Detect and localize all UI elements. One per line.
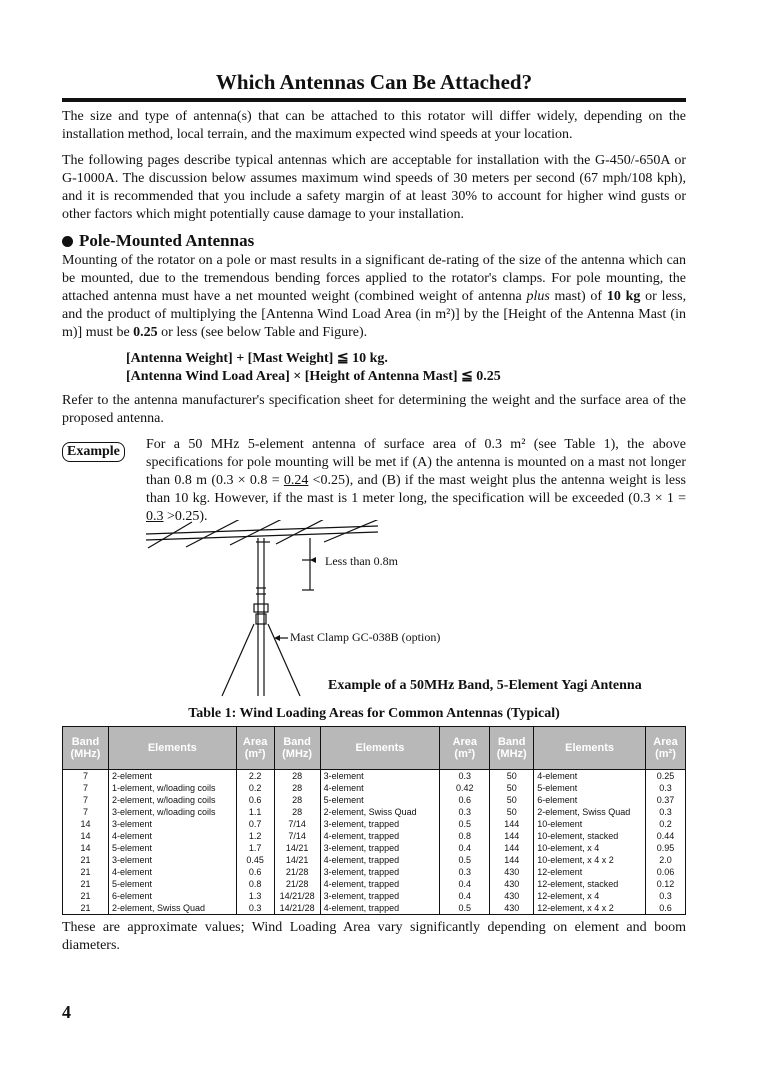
table-cell: 2.2 xyxy=(236,770,274,783)
section-title: Pole-Mounted Antennas xyxy=(79,231,255,250)
table-cell: 21 xyxy=(63,854,109,866)
table-cell: 0.42 xyxy=(440,782,490,794)
table-row xyxy=(63,830,686,842)
table-header-cell: Band (MHz) xyxy=(274,727,320,770)
table-row xyxy=(63,818,686,830)
table-cell: 3-element, trapped xyxy=(320,818,440,830)
table-cell: 14/21 xyxy=(274,854,320,866)
table-cell: 0.5 xyxy=(440,902,490,915)
yagi-antenna-diagram xyxy=(62,520,686,700)
table-cell: 3-element xyxy=(108,818,236,830)
table-cell: 10-element xyxy=(534,818,646,830)
table-header-cell: Elements xyxy=(108,727,236,770)
table-cell: 0.06 xyxy=(645,866,685,878)
table-caption: Table 1: Wind Loading Areas for Common Antennas (Typical) xyxy=(188,706,560,721)
table-cell: 21 xyxy=(63,890,109,902)
refer-paragraph: Refer to the antenna manufacturer's specification sheet for determining the weight and the surface area of the proposed antenna. xyxy=(62,393,686,426)
pole-text-a: Mounting of the rotator on a pole or mast results in a significant de-rating of the size of the antenna which can be mounted, due to the tremendous bending forces applied to the rotator's clamps. For pole mounting, the attached antenna must have a net mounted weight (combined weight of antenna xyxy=(62,253,686,304)
pole-10kg: 10 kg xyxy=(606,289,641,304)
table-cell: 1.7 xyxy=(236,842,274,854)
table-cell: 12-element, x 4 xyxy=(534,890,646,902)
table-cell: 0.6 xyxy=(645,902,685,915)
table-cell: 0.95 xyxy=(645,842,685,854)
wind-load-table xyxy=(62,726,686,915)
table-cell: 50 xyxy=(490,770,534,783)
table-cell: 0.3 xyxy=(236,902,274,915)
table-cell: 50 xyxy=(490,782,534,794)
table-row xyxy=(63,794,686,806)
table-cell: 0.5 xyxy=(440,818,490,830)
table-cell: 12-element, stacked xyxy=(534,878,646,890)
table-cell: 50 xyxy=(490,806,534,818)
table-cell: 144 xyxy=(490,830,534,842)
table-cell: 14 xyxy=(63,818,109,830)
table-cell: 0.7 xyxy=(236,818,274,830)
table-row xyxy=(63,902,686,915)
table-cell: 1.3 xyxy=(236,890,274,902)
table-cell: 7 xyxy=(63,806,109,818)
example-underline-2: 0.3 xyxy=(146,509,164,524)
table-header-cell: Area (m²) xyxy=(440,727,490,770)
table-cell: 4-element, trapped xyxy=(320,878,440,890)
table-cell: 0.12 xyxy=(645,878,685,890)
table-cell: 0.2 xyxy=(645,818,685,830)
table-cell: 14/21 xyxy=(274,842,320,854)
page-title: Which Antennas Can Be Attached? xyxy=(215,70,533,94)
pole-paragraph xyxy=(62,252,686,342)
table-cell: 2-element xyxy=(108,770,236,783)
table-cell: 0.6 xyxy=(440,794,490,806)
table-cell: 430 xyxy=(490,866,534,878)
table-header-cell: Elements xyxy=(320,727,440,770)
table-cell: 2-element, Swiss Quad xyxy=(108,902,236,915)
pole-text-d: or less (see below Table and Figure). xyxy=(161,325,368,340)
table-cell: 0.45 xyxy=(236,854,274,866)
table-cell: 0.4 xyxy=(440,842,490,854)
table-note: These are approximate values; Wind Loading Area vary significantly depending on element and boom diameters. xyxy=(62,920,686,953)
table-row xyxy=(63,806,686,818)
table-cell: 0.3 xyxy=(440,770,490,783)
table-cell: 0.8 xyxy=(236,878,274,890)
table-cell: 6-element xyxy=(534,794,646,806)
table-cell: 1-element, w/loading coils xyxy=(108,782,236,794)
table-cell: 7 xyxy=(63,794,109,806)
table-cell: 1.1 xyxy=(236,806,274,818)
table-cell: 5-element xyxy=(108,878,236,890)
table-cell: 0.5 xyxy=(440,854,490,866)
table-row xyxy=(63,878,686,890)
table-cell: 50 xyxy=(490,794,534,806)
table-cell: 2-element, Swiss Quad xyxy=(320,806,440,818)
table-cell: 0.3 xyxy=(645,806,685,818)
table-cell: 0.4 xyxy=(440,878,490,890)
table-header-cell: Area (m²) xyxy=(645,727,685,770)
table-row xyxy=(63,890,686,902)
table-cell: 14/21/28 xyxy=(274,902,320,915)
example-badge: Example xyxy=(62,442,125,462)
table-cell: 28 xyxy=(274,782,320,794)
section-heading xyxy=(62,230,686,252)
mast-clamp-label: Mast Clamp GC-038B (option) xyxy=(290,630,441,644)
bullet-icon xyxy=(62,236,73,247)
pole-text-b: mast) of xyxy=(554,289,603,304)
table-cell: 144 xyxy=(490,854,534,866)
table-cell: 5-element xyxy=(320,794,440,806)
table-cell: 7/14 xyxy=(274,830,320,842)
table-cell: 14 xyxy=(63,842,109,854)
table-cell: 12-element xyxy=(534,866,646,878)
title-rule xyxy=(62,98,686,102)
table-cell: 4-element xyxy=(534,770,646,783)
figure-caption: Example of a 50MHz Band, 5-Element Yagi Antenna xyxy=(328,678,642,693)
table-cell: 6-element xyxy=(108,890,236,902)
table-cell: 3-element, trapped xyxy=(320,890,440,902)
table-cell: 5-element xyxy=(108,842,236,854)
table-cell: 10-element, x 4 xyxy=(534,842,646,854)
example-underline-1: 0.24 xyxy=(283,473,309,488)
example-text-a: For a 50 MHz 5-element antenna of surface area of 0.3 m² (see Table 1), the above specifications for pole mounting will be met if (A) the antenna is mounted on a mast not longer than 0.8 m (0.3 × 0.8 = xyxy=(146,437,686,488)
table-cell: 0.6 xyxy=(236,866,274,878)
table-cell: 0.37 xyxy=(645,794,685,806)
table-cell: 430 xyxy=(490,902,534,915)
table-cell: 21/28 xyxy=(274,866,320,878)
table-row xyxy=(63,854,686,866)
table-cell: 4-element, trapped xyxy=(320,830,440,842)
table-cell: 2-element, Swiss Quad xyxy=(534,806,646,818)
less-than-label: Less than 0.8m xyxy=(325,554,398,568)
table-cell: 3-element xyxy=(320,770,440,783)
table-cell: 0.3 xyxy=(645,782,685,794)
table-cell: 5-element xyxy=(534,782,646,794)
table-cell: 144 xyxy=(490,818,534,830)
table-cell: 7/14 xyxy=(274,818,320,830)
pole-plus: plus xyxy=(526,289,550,304)
table-row xyxy=(63,782,686,794)
table-cell: 1.2 xyxy=(236,830,274,842)
table-cell: 144 xyxy=(490,842,534,854)
table-cell: 14 xyxy=(63,830,109,842)
table-cell: 0.4 xyxy=(440,890,490,902)
example-text-b: <0.25), and (B) if the mast weight plus the antenna weight is less than 10 kg. However, if the mast is 1 meter long, the specification will be exceeded (0.3 × 1 = xyxy=(146,473,686,506)
table-header-cell: Band (MHz) xyxy=(490,727,534,770)
example-text-c: >0.25). xyxy=(167,509,208,524)
table-cell: 430 xyxy=(490,890,534,902)
table-cell: 7 xyxy=(63,770,109,783)
table-cell: 4-element, trapped xyxy=(320,902,440,915)
table-header-cell: Area (m²) xyxy=(236,727,274,770)
example-text xyxy=(146,436,686,526)
table-cell: 12-element, x 4 x 2 xyxy=(534,902,646,915)
table-cell: 7 xyxy=(63,782,109,794)
example-block xyxy=(62,434,686,524)
table-row xyxy=(63,842,686,854)
table-cell: 0.2 xyxy=(236,782,274,794)
table-cell: 21 xyxy=(63,878,109,890)
table-cell: 2-element, w/loading coils xyxy=(108,794,236,806)
page xyxy=(62,68,686,955)
table-cell: 4-element xyxy=(108,866,236,878)
table-cell: 4-element xyxy=(320,782,440,794)
table-cell: 0.25 xyxy=(645,770,685,783)
intro-paragraph-1: The size and type of antenna(s) that can be attached to this rotator will differ widely, depending on the installation method, local terrain, and the maximum expected wind speeds at your location. xyxy=(62,109,686,142)
table-header-cell: Band (MHz) xyxy=(63,727,109,770)
pole-025: 0.25 xyxy=(133,325,158,340)
table-cell: 4-element xyxy=(108,830,236,842)
formula-weight: [Antenna Weight] + [Mast Weight] ≦ 10 kg. xyxy=(126,351,388,366)
table-cell: 3-element xyxy=(108,854,236,866)
table-header-cell: Elements xyxy=(534,727,646,770)
table-cell: 0.44 xyxy=(645,830,685,842)
table-cell: 0.3 xyxy=(440,806,490,818)
table-row xyxy=(63,866,686,878)
table-cell: 28 xyxy=(274,794,320,806)
table-cell: 21 xyxy=(63,902,109,915)
table-cell: 3-element, trapped xyxy=(320,842,440,854)
table-cell: 21 xyxy=(63,866,109,878)
table-cell: 0.3 xyxy=(645,890,685,902)
table-row xyxy=(63,770,686,783)
table-cell: 4-element, trapped xyxy=(320,854,440,866)
table-cell: 3-element, w/loading coils xyxy=(108,806,236,818)
intro-paragraph-2: The following pages describe typical antennas which are acceptable for installation with the G-450/-650A or G-1000A. The discussion below assumes maximum wind speeds of 30 meters per second (67 mph/108 kph), and it is recommended that you include a safety margin of at least 30% to account for higher wind gusts or other factors which might potentially cause damage to your installation. xyxy=(62,153,686,222)
table-cell: 14/21/28 xyxy=(274,890,320,902)
table-body xyxy=(63,770,686,915)
formula-block xyxy=(126,350,686,386)
table-cell: 0.8 xyxy=(440,830,490,842)
table-cell: 3-element, trapped xyxy=(320,866,440,878)
table-cell: 28 xyxy=(274,806,320,818)
table-cell: 0.3 xyxy=(440,866,490,878)
table-cell: 430 xyxy=(490,878,534,890)
table-cell: 10-element, x 4 x 2 xyxy=(534,854,646,866)
table-cell: 0.6 xyxy=(236,794,274,806)
table-header-row xyxy=(63,727,686,770)
pole-text-c: or less, and the product of multiplying the [Antenna Wind Load Area (in m²)] by the [Height of the Antenna Mast (in m)] must be xyxy=(62,289,687,340)
table-cell: 2.0 xyxy=(645,854,685,866)
table-cell: 28 xyxy=(274,770,320,783)
formula-area: [Antenna Wind Load Area] × [Height of Antenna Mast] ≦ 0.25 xyxy=(126,369,501,384)
antenna-figure xyxy=(62,520,686,700)
page-number: 4 xyxy=(62,1002,71,1022)
table-cell: 21/28 xyxy=(274,878,320,890)
table-cell: 10-element, stacked xyxy=(534,830,646,842)
